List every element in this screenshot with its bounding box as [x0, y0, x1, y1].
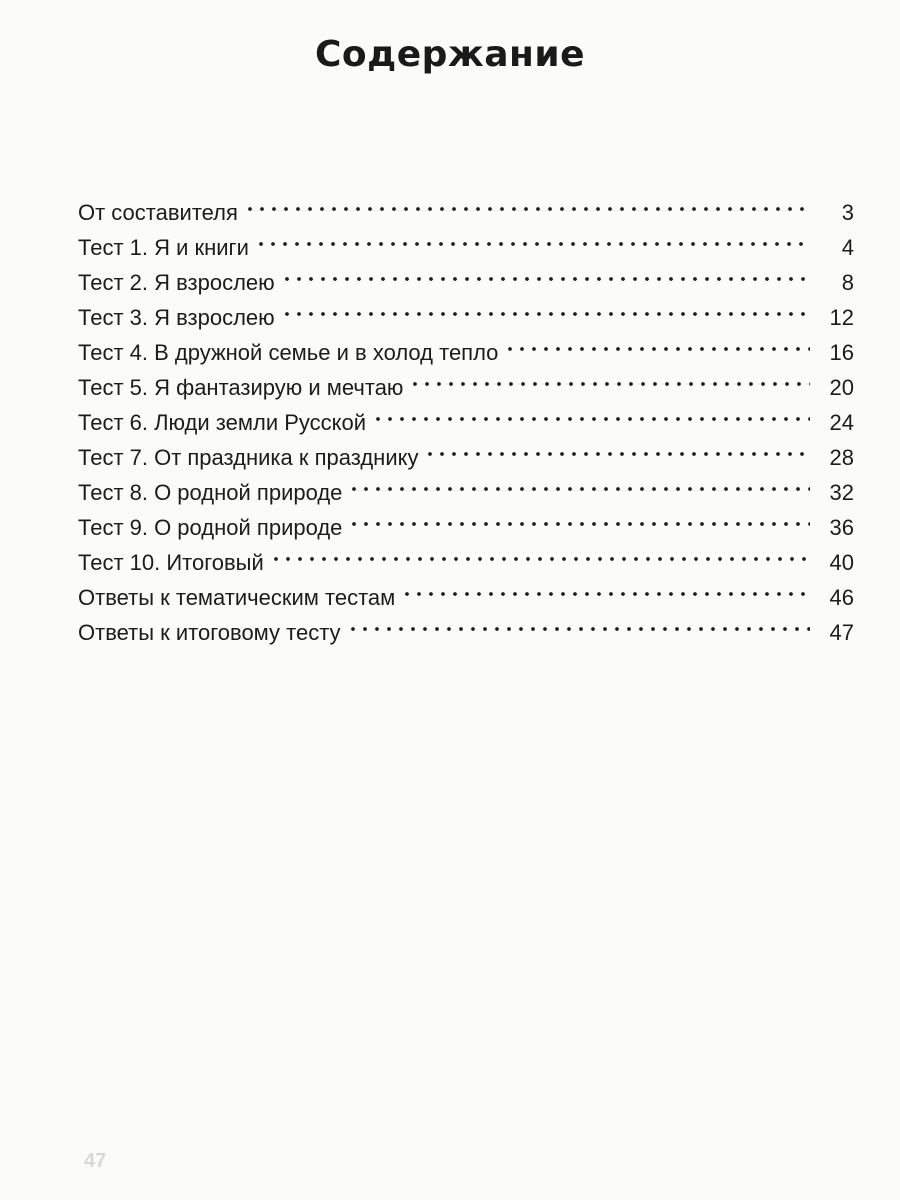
- toc-entry: [78, 185, 854, 225]
- toc-entry-page-number: 40: [829, 550, 854, 575]
- toc-entry-label: Ответы к итоговому тесту: [78, 620, 341, 645]
- toc-entry-label: Ответы к тематическим тестам: [78, 585, 396, 610]
- dot-leader: [376, 395, 810, 430]
- toc-entry-page-number: 16: [829, 340, 854, 365]
- dot-leader: [508, 325, 810, 360]
- toc-entry-page-number: 12: [829, 305, 854, 330]
- toc-entry-label: Тест 8. О родной природе: [78, 480, 343, 505]
- dot-leader: [248, 185, 810, 220]
- dot-leader: [274, 535, 810, 570]
- toc-entry-page-number: 28: [829, 445, 854, 470]
- toc-entry-label: Тест 7. От праздника к празднику: [78, 445, 419, 470]
- dot-leader: [351, 605, 810, 640]
- toc-entry-page-number: 3: [841, 200, 854, 225]
- toc-entry-label: Тест 1. Я и книги: [78, 235, 249, 260]
- toc-entry-label: От составителя: [78, 200, 238, 225]
- toc-entry-label: Тест 10. Итоговый: [78, 550, 264, 575]
- toc-entry-label: Тест 6. Люди земли Русской: [78, 410, 367, 435]
- page-title: Содержание: [314, 34, 586, 75]
- dot-leader: [352, 500, 810, 535]
- dot-leader: [405, 570, 810, 605]
- toc-entry-label: Тест 2. Я взрослею: [78, 270, 275, 295]
- toc-entry-page-number: 8: [841, 270, 854, 295]
- toc-entry-label: Тест 5. Я фантазирую и мечтаю: [78, 375, 404, 400]
- table-of-contents: [78, 185, 854, 645]
- dot-leader: [352, 465, 810, 500]
- dot-leader: [428, 430, 810, 465]
- toc-entry-page-number: 36: [829, 515, 854, 540]
- dot-leader: [259, 220, 810, 255]
- toc-entry-label: Тест 3. Я взрослею: [78, 305, 275, 330]
- toc-entry-label: Тест 9. О родной природе: [78, 515, 343, 540]
- toc-entry-page-number: 20: [829, 375, 854, 400]
- toc-entry-label: Тест 4. В дружной семье и в холод тепло: [78, 340, 499, 365]
- dot-leader: [413, 360, 810, 395]
- toc-entry-page-number: 47: [829, 620, 854, 645]
- toc-entry-page-number: 46: [829, 585, 854, 610]
- toc-entry-page-number: 24: [829, 410, 854, 435]
- dot-leader: [285, 290, 810, 325]
- toc-entry-page-number: 32: [829, 480, 854, 505]
- toc-entry-page-number: 4: [841, 235, 854, 260]
- page-folio: 47: [84, 1150, 107, 1172]
- dot-leader: [285, 255, 810, 290]
